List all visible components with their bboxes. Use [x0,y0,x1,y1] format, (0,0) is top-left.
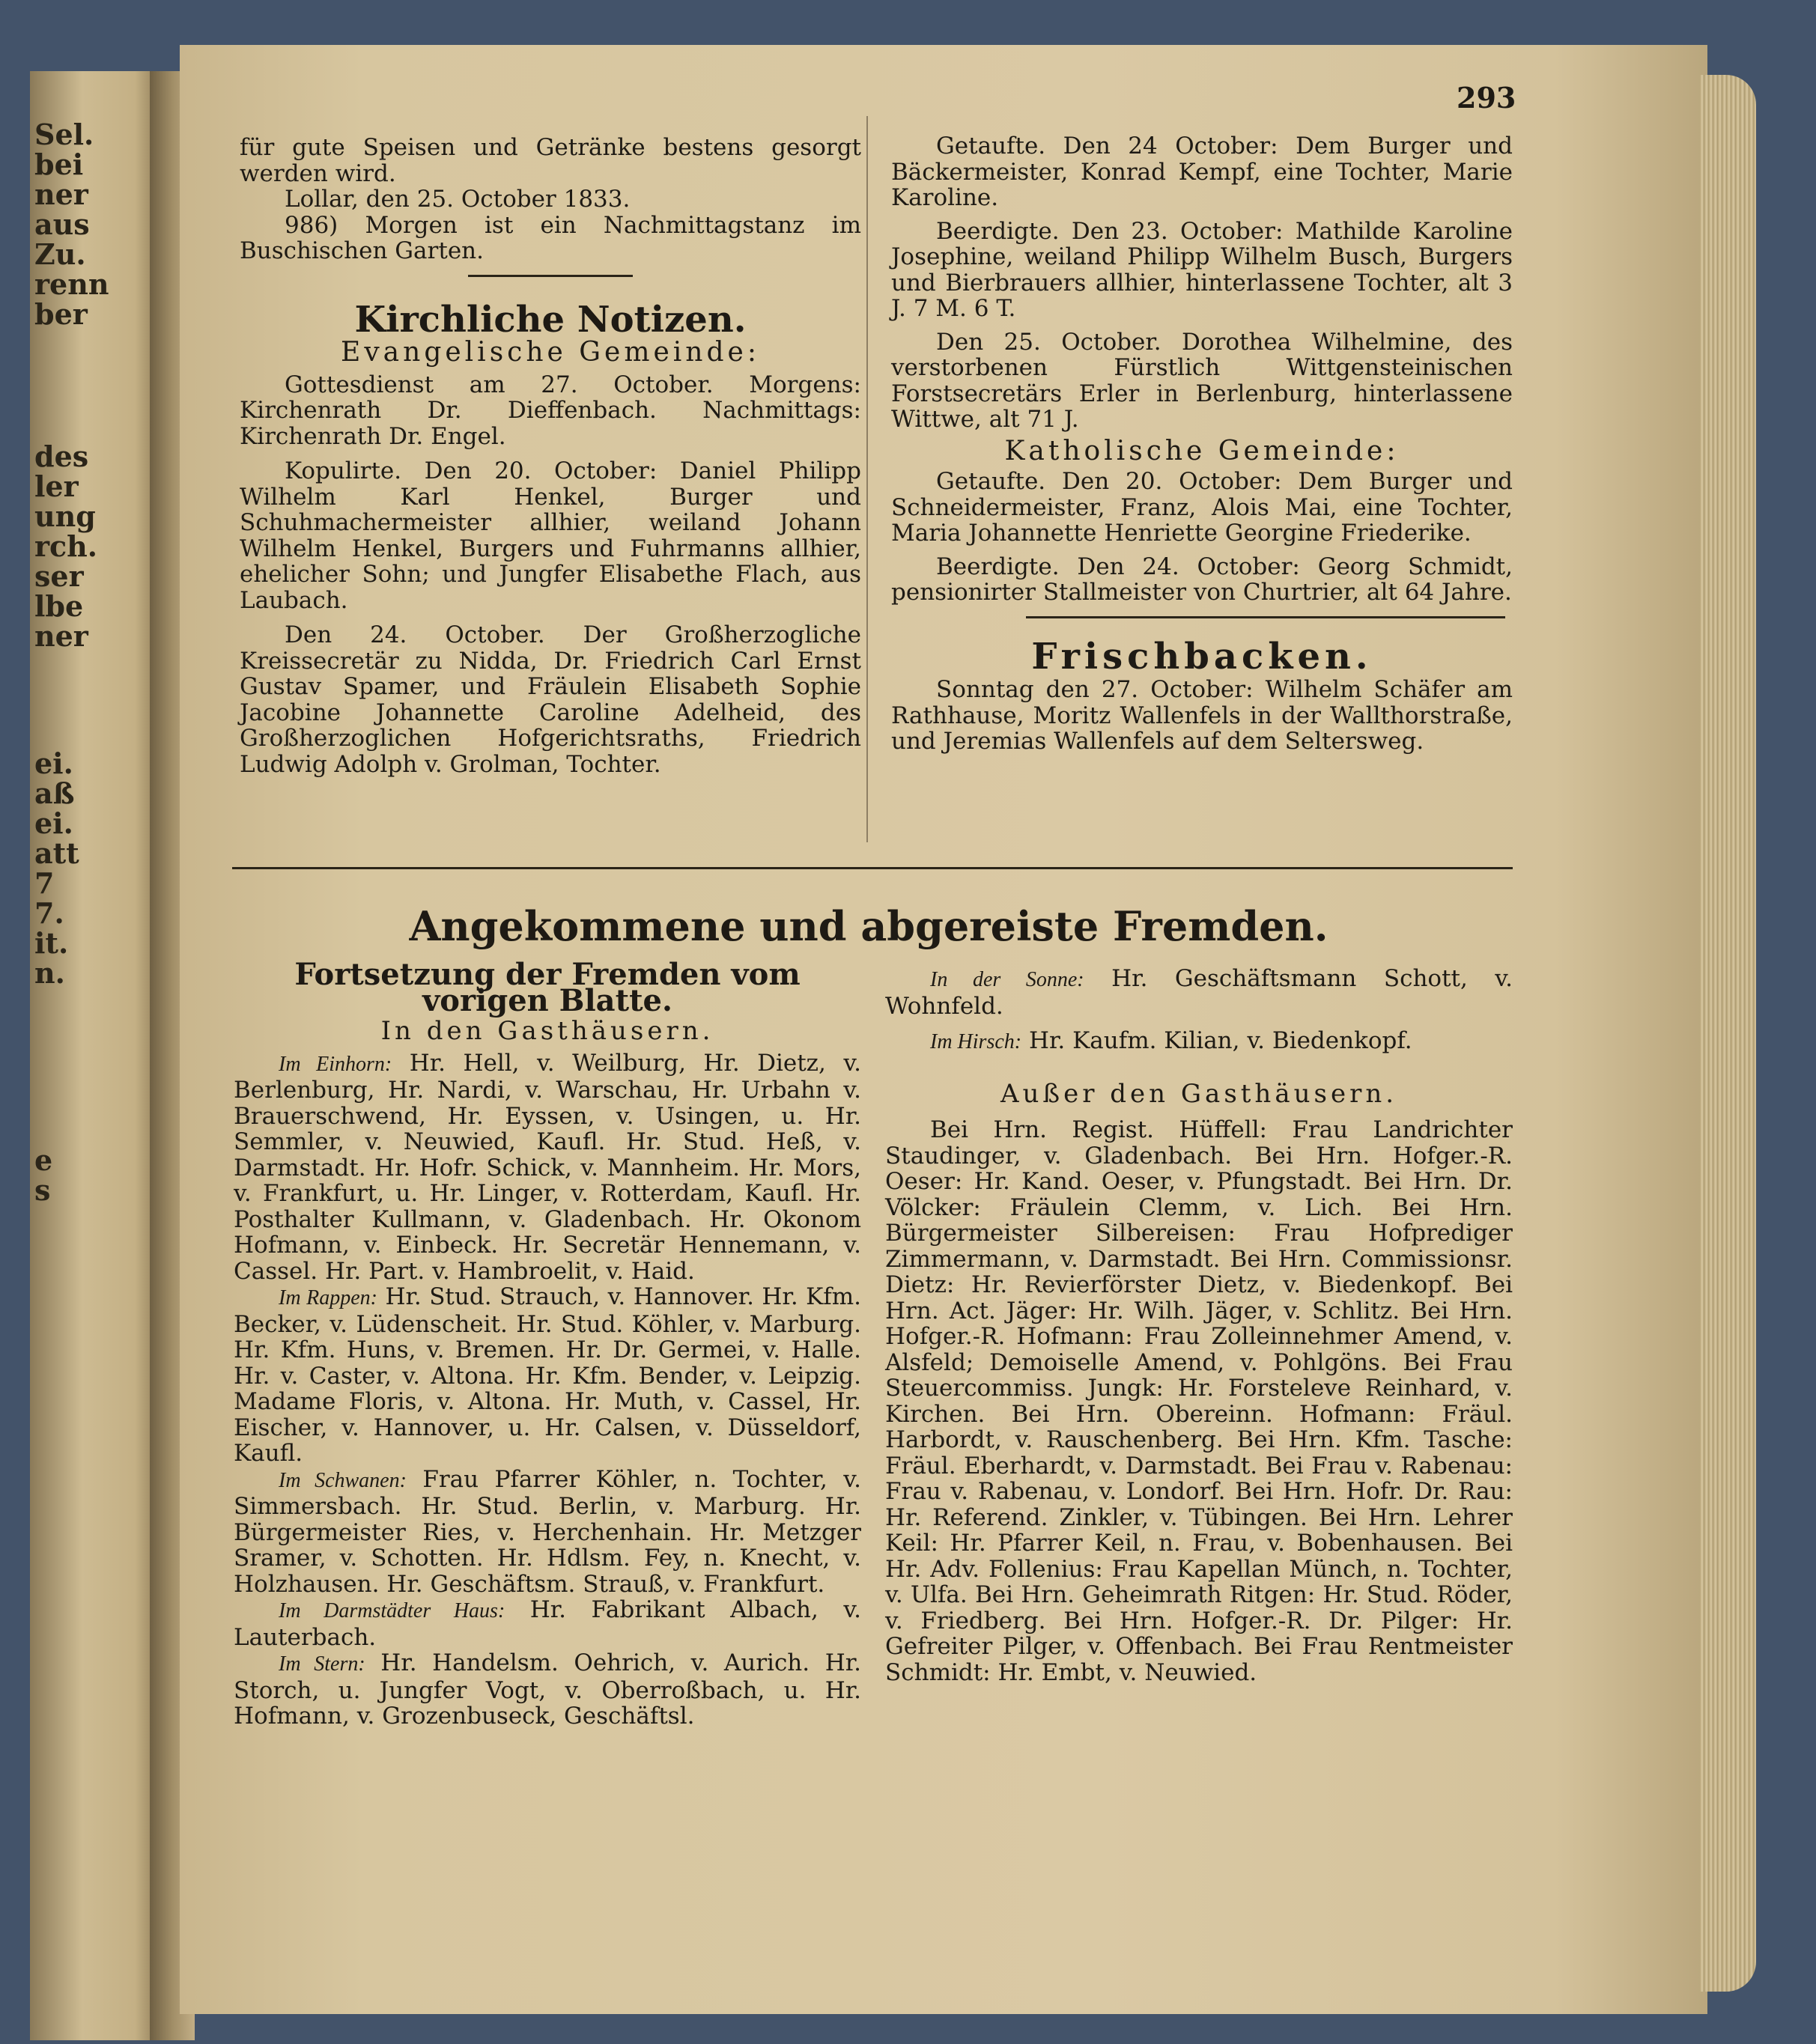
oct25-entry: Den 25. October. Dorothea Wilhelmine, des verstorbenen Fürstlich Wittgensteinischen Forstsecretärs Erler in Berlenburg, hinterlassene Wittwe, alt 71 J. [891,328,1513,433]
getaufte: Getaufte. Den 24 October: Dem Burger und Bäckermeister, Konrad Kempf, eine Tochter, Marie Karoline. [891,133,1513,211]
notice-date: Lollar, den 25. October 1833. [285,186,631,213]
beerdigte: Beerdigte. Den 23. October: Mathilde Karoline Josephine, weiland Philipp Wilhelm Busch, Burgers und Bierbrauers allhier, hinterlassene Tochter, alt 3 J. 7 M. 6 T. [891,217,1513,322]
left-margin-fragment: 7. [34,896,64,930]
left-margin-fragment: Sel. [34,118,94,151]
left-margin-fragment: aus [34,207,90,241]
left-margin-fragment: att [34,836,79,870]
left-margin-fragment: renn [34,267,109,301]
left-margin-fragment: ung [34,499,96,533]
ausser-heading: Außer den Gasthäusern. [1000,1078,1398,1109]
darmstaedter-entry [234,1597,861,1650]
sonne-label: In der Sonne: [930,968,1084,991]
gottesdienst: Gottesdienst am 27. October. Morgens: Kirchenrath Dr. Dieffenbach. Nachmittags: Kirchenrath Dr. Engel. [240,371,861,450]
left-margin-fragment: it. [34,926,69,960]
sonne-text: Hr. Geschäftsmann Schott, v. Wohnfeld. [885,965,1513,1020]
oct24-entry: Den 24. October. Der Großherzogliche Kreissecretär zu Nidda, Dr. Friedrich Carl Ernst Gustav Spamer, und Fräulein Elisabeth Sophie Jacobine Johannette Caroline Adelheid, des Großherzoglichen Hofgerichtsraths, Friedrich Ludwig Adolph v. Grolman, Tochter. [240,621,861,778]
lower-right-column [885,966,1513,1685]
left-margin-fragment: lbe [34,589,84,623]
left-margin-fragment: ner [34,619,88,653]
rule-right [1026,616,1505,618]
darmstaedter-label: Im Darmstädter Haus: [279,1599,505,1622]
stern-text: Hr. Handelsm. Oehrich, v. Aurich. Hr. Storch, u. Jungfer Vogt, v. Oberroßbach, u. Hr. Hofmann, v. Grozenbuseck, Geschäftsl. [234,1649,861,1730]
hirsch-entry [885,1028,1513,1056]
left-margin-fragment: s [34,1173,51,1207]
frischbacken-text: Sonntag den 27. October: Wilhelm Schäfer am Rathhause, Moritz Wallenfels in der Wallthorstraße, und Jeremias Wallenfels auf dem Seltersweg. [891,676,1513,755]
ausser-text: Bei Hrn. Regist. Hüffell: Frau Landrichter Staudinger, v. Gladenbach. Bei Hrn. Hofger.-R. Oeser: Hr. Kand. Oeser, v. Pfungstadt. Bei Hrn. Dr. Völcker: Fräulein Clemm, v. Lich. Bei Hrn. Bürgermeister Silbereisen: Frau Hofprediger Zimmermann, v. Darmstadt. Bei Hrn. Commissionsr. Dietz: Hr. Revierförster Dietz, v. Biedenkopf. Bei Hrn. Act. Jäger: Hr. Wilh. Jäger, v. Schlitz. Bei Hrn. Hofger.-R. Hofmann: Frau Zolleinnehmer Amend, v. Alsfeld; Demoiselle Amend, v. Pohlgöns. Bei Frau Steuercommiss. Jungk: Hr. Forsteleve Reinhard, v. Kirchen. Bei Hrn. Obereinn. Hofmann: Fräul. Harbordt, v. Rauschenberg. Bei Hrn. Kfm. Tasche: Fräul. Eberhardt, v. Darmstadt. Bei Frau v. Rabenau: Frau v. Rabenau, v. Londorf. Bei Hrn. Hofr. Dr. Rau: Hr. Referend. Zinkler, v. Tübingen. Bei Hrn. Lehrer Keil: Hr. Pfarrer Keil, n. Frau, v. Bobenhausen. Bei Hr. Adv. Follenius: Frau Kapellan Münch, n. Tochter, v. Ulfa. Bei Hrn. Geheimrath Ritgen: Hr. Stud. Röder, v. Friedberg. Bei Hrn. Hofger.-R. Dr. Pilger: Hr. Gefreiter Pilger, v. Offenbach. Bei Frau Rentmeister Schmidt: Hr. Embt, v. Neuwied. [885,1116,1513,1686]
schwanen-text: Frau Pfarrer Köhler, n. Tochter, v. Simmersbach. Hr. Stud. Berlin, v. Marburg. Hr. Bürgermeister Ries, v. Herchenhain. Hr. Metzger Sramer, v. Schotten. Hr. Hdlsm. Fey, n. Knecht, v. Holzhausen. Hr. Geschäftsm. Strauß, v. Frankfurt. [234,1465,861,1598]
left-margin-fragment: e [34,1143,53,1177]
sonne-entry [885,966,1513,1019]
left-margin-fragment: ei. [34,746,73,780]
rappen-label: Im Rappen: [279,1286,377,1310]
left-margin-fragment: ner [34,177,88,211]
katholisch-title: Katholische Gemeinde: [1004,435,1400,466]
fortsetzung-heading: Fortsetzung der Fremden vom vorigen Blatte. [294,957,801,1018]
kirchliche-title: Kirchliche Notizen. [354,298,747,341]
gasthaeuser-heading: In den Gasthäusern. [380,1016,714,1046]
rappen-entry [234,1284,861,1467]
page-stack-edge [1700,75,1756,1992]
schwanen-label: Im Schwanen: [279,1468,407,1492]
kath-getaufte: Getaufte. Den 20. October: Dem Burger und Schneidermeister, Franz, Alois Mai, eine Tochter, Maria Johannette Henriette Georgine Friederike. [891,468,1513,547]
darmstaedter-text: Hr. Fabrikant Albach, v. Lauterbach. [234,1596,862,1651]
hirsch-label: Im Hirsch: [930,1030,1022,1053]
frischbacken-title: Frischbacken. [1031,635,1373,678]
left-margin-fragment: ler [34,469,79,503]
upper-right-column [891,133,1513,755]
evangelisch-title: Evangelische Gemeinde: [341,337,760,368]
left-margin-fragment: ser [34,559,84,593]
einhorn-entry [234,1050,861,1285]
rappen-text: Hr. Stud. Strauch, v. Hannover. Hr. Kfm. Becker, v. Lüdenscheit. Hr. Stud. Köhler, v. Marburg. Hr. Kfm. Huns, v. Bremen. Hr. Dr. Germei, v. Halle. Hr. v. Caster, v. Altona. Hr. Kfm. Bender, v. Leipzig. Madame Floris, v. Altona. Hr. Muth, v. Cassel, Hr. Eischer, v. Hannover, u. Hr. Calsen, v. Düsseldorf, Kaufl. [234,1283,862,1467]
fremden-title: Angekommene und abgereiste Fremden. [409,902,1328,950]
section-rule [232,867,1513,869]
einhorn-text: Hr. Hell, v. Weilburg, Hr. Dietz, v. Berlenburg, Hr. Nardi, v. Warschau, Hr. Urbahn v. Brauerschwend, Hr. Eyssen, v. Usingen, u. Hr. Semmler, v. Neuwied, Kaufl. Hr. Stud. Heß, v. Darmstadt. Hr. Hofr. Schick, v. Mannheim. Hr. Mors, v. Frankfurt, u. Hr. Linger, v. Rotterdam, Kaufl. Hr. Posthalter Kullmann, v. Gladenbach. Hr. Okonom Hofmann, v. Einbeck. Hr. Secretär Hennemann, v. Cassel. Hr. Part. v. Hambroelit, v. Haid. [234,1049,862,1285]
schwanen-entry [234,1467,861,1598]
left-margin-fragment: ei. [34,806,73,840]
left-margin-fragment: aß [34,776,75,810]
left-margin-fragment: Zu. [34,237,86,271]
left-margin-fragment: ber [34,297,88,331]
column-divider [866,116,868,842]
kopulirte: Kopulirte. Den 20. October: Daniel Philipp Wilhelm Karl Henkel, Burger und Schuhmachermeister allhier, weiland Johann Wilhelm Henkel, Burgers und Fuhrmanns allhier, ehelicher Sohn; und Jungfer Elisabethe Flach, aus Laubach. [240,457,861,614]
page-number: 293 [1457,81,1516,115]
einhorn-label: Im Einhorn: [279,1052,392,1076]
notice-986: 986) Morgen ist ein Nachmittagstanz im Buschischen Garten. [240,211,861,264]
upper-left-column [240,135,861,777]
left-margin-fragment: n. [34,956,65,990]
left-margin-fragment: 7 [34,866,55,900]
lower-left-column [234,957,862,1730]
left-page-edge [30,71,161,2040]
notice-end: für gute Speisen und Getränke bestens gesorgt werden wird. [240,134,861,187]
hirsch-text: Hr. Kaufm. Kilian, v. Biedenkopf. [1028,1027,1412,1054]
stern-label: Im Stern: [279,1652,365,1676]
left-margin-fragment: rch. [34,529,98,563]
short-rule [468,275,633,277]
left-margin-fragment: des [34,439,89,473]
kath-beerdigte: Beerdigte. Den 24. October: Georg Schmidt, pensionirter Stallmeister von Churtrier, alt 64 Jahre. [891,553,1513,606]
left-margin-fragment: bei [34,147,84,181]
stern-entry [234,1650,861,1730]
